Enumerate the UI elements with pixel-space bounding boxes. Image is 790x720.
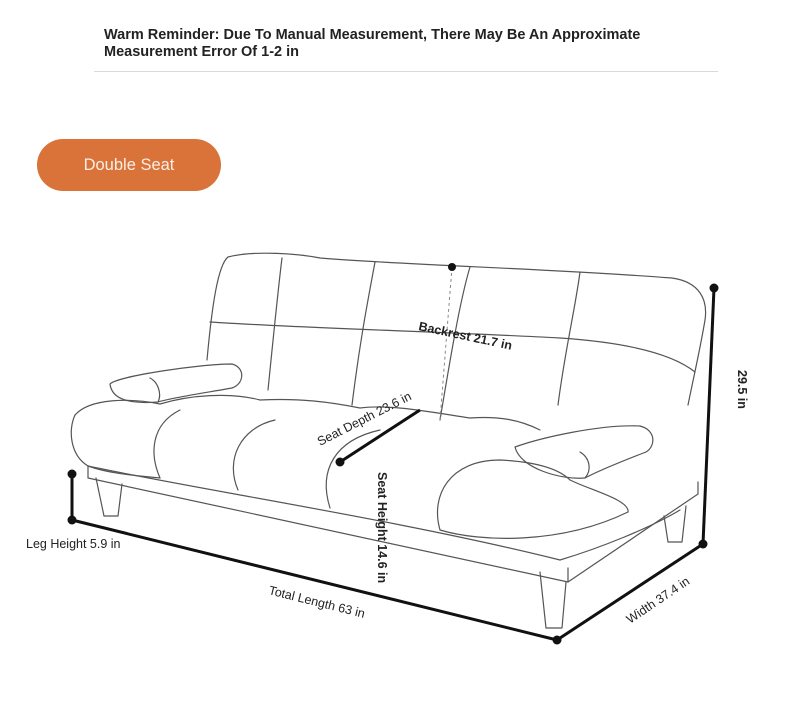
backrest-guide bbox=[440, 267, 452, 420]
total-length-label: Total Length 63 in bbox=[267, 583, 367, 621]
backrest-label: Backrest 21.7 in bbox=[417, 319, 514, 353]
leg-height-label: Leg Height 5.9 in bbox=[26, 537, 121, 551]
measurement-reminder: Warm Reminder: Due To Manual Measurement, There May Be An Approximate Measurement Error Of 1-2 in bbox=[104, 27, 641, 60]
measurement-lines bbox=[72, 288, 714, 640]
seat-depth-label: Seat Depth 23.6 in bbox=[315, 389, 414, 449]
seat-height-label: Seat Height 14.6 in bbox=[375, 472, 389, 584]
width-label: Width 37.4 in bbox=[623, 574, 693, 627]
height-label: 29.5 in bbox=[735, 370, 749, 409]
double-seat-badge[interactable]: Double Seat bbox=[37, 139, 221, 191]
measurement-endpoints bbox=[68, 263, 719, 645]
